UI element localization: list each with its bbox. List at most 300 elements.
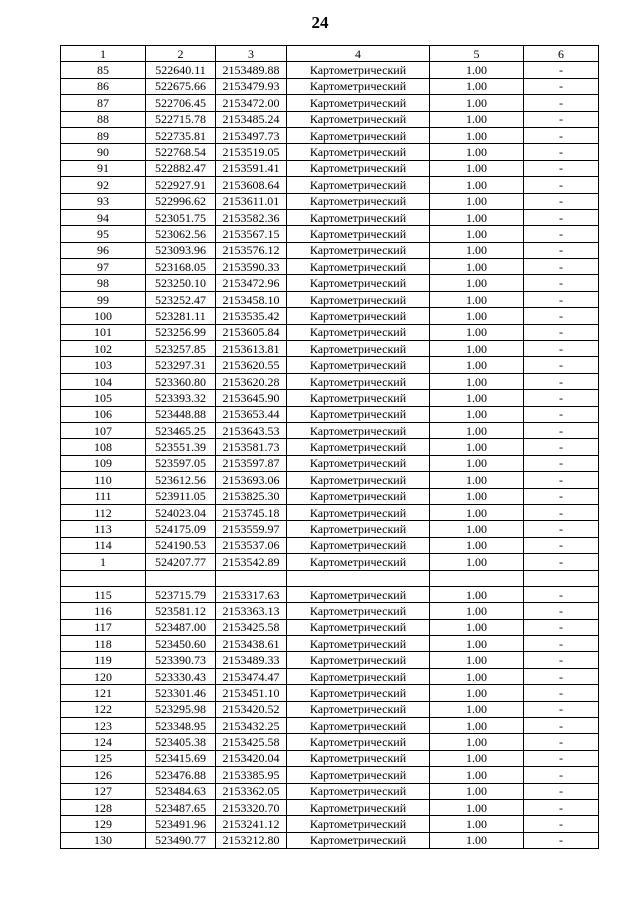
description-cell: - [524, 586, 599, 602]
point-number-cell: 87 [61, 95, 146, 111]
accuracy-cell: 1.00 [430, 521, 524, 537]
method-cell: Картометрический [287, 685, 430, 701]
x-coordinate-cell: 522882.47 [146, 160, 216, 176]
accuracy-cell: 1.00 [430, 537, 524, 553]
method-cell: Картометрический [287, 718, 430, 734]
y-coordinate-cell: 2153535.42 [216, 308, 287, 324]
method-cell: Картометрический [287, 668, 430, 684]
point-number-cell: 88 [61, 111, 146, 127]
x-coordinate-cell [146, 570, 216, 586]
x-coordinate-cell: 523256.99 [146, 324, 216, 340]
x-coordinate-cell: 523093.96 [146, 242, 216, 258]
description-cell: - [524, 750, 599, 766]
description-cell: - [524, 226, 599, 242]
table-row [61, 127, 599, 143]
table-row [61, 668, 599, 684]
y-coordinate-cell: 2153241.12 [216, 816, 287, 832]
point-number-cell: 85 [61, 62, 146, 78]
y-coordinate-cell: 2153420.52 [216, 701, 287, 717]
accuracy-cell: 1.00 [430, 586, 524, 602]
point-number-cell: 89 [61, 127, 146, 143]
x-coordinate-cell: 522706.45 [146, 95, 216, 111]
column-header: 6 [524, 46, 599, 62]
table-row [61, 636, 599, 652]
y-coordinate-cell: 2153582.36 [216, 209, 287, 225]
table-row [61, 177, 599, 193]
table-row [61, 390, 599, 406]
accuracy-cell: 1.00 [430, 308, 524, 324]
description-cell: - [524, 160, 599, 176]
column-header: 2 [146, 46, 216, 62]
point-number-cell: 124 [61, 734, 146, 750]
accuracy-cell: 1.00 [430, 341, 524, 357]
table-row [61, 209, 599, 225]
method-cell: Картометрический [287, 701, 430, 717]
y-coordinate-cell [216, 570, 287, 586]
x-coordinate-cell: 524190.53 [146, 537, 216, 553]
table-row [61, 504, 599, 520]
description-cell: - [524, 734, 599, 750]
x-coordinate-cell: 523484.63 [146, 783, 216, 799]
method-cell: Картометрический [287, 406, 430, 422]
accuracy-cell: 1.00 [430, 111, 524, 127]
point-number-cell: 104 [61, 373, 146, 389]
x-coordinate-cell: 523281.11 [146, 308, 216, 324]
method-cell: Картометрический [287, 832, 430, 848]
point-number-cell: 130 [61, 832, 146, 848]
x-coordinate-cell: 523450.60 [146, 636, 216, 652]
table-row [61, 226, 599, 242]
y-coordinate-cell: 2153363.13 [216, 603, 287, 619]
y-coordinate-cell: 2153653.44 [216, 406, 287, 422]
point-number-cell: 121 [61, 685, 146, 701]
y-coordinate-cell: 2153693.06 [216, 472, 287, 488]
page-number: 24 [311, 13, 329, 32]
x-coordinate-cell: 522715.78 [146, 111, 216, 127]
method-cell: Картометрический [287, 816, 430, 832]
method-cell: Картометрический [287, 357, 430, 373]
point-number-cell: 108 [61, 439, 146, 455]
y-coordinate-cell: 2153385.95 [216, 767, 287, 783]
description-cell: - [524, 685, 599, 701]
point-number-cell: 127 [61, 783, 146, 799]
x-coordinate-cell: 523715.79 [146, 586, 216, 602]
y-coordinate-cell: 2153611.01 [216, 193, 287, 209]
y-coordinate-cell: 2153608.64 [216, 177, 287, 193]
point-number-cell: 1 [61, 554, 146, 570]
point-number-cell: 91 [61, 160, 146, 176]
y-coordinate-cell: 2153620.28 [216, 373, 287, 389]
description-cell: - [524, 308, 599, 324]
y-coordinate-cell: 2153590.33 [216, 259, 287, 275]
y-coordinate-cell: 2153576.12 [216, 242, 287, 258]
table-row [61, 603, 599, 619]
y-coordinate-cell: 2153362.05 [216, 783, 287, 799]
method-cell: Картометрический [287, 209, 430, 225]
table-row [61, 242, 599, 258]
accuracy-cell: 1.00 [430, 504, 524, 520]
accuracy-cell: 1.00 [430, 78, 524, 94]
method-cell: Картометрический [287, 160, 430, 176]
column-header: 4 [287, 46, 430, 62]
point-number-cell: 93 [61, 193, 146, 209]
accuracy-cell: 1.00 [430, 357, 524, 373]
table-body [61, 62, 599, 849]
point-number-cell: 101 [61, 324, 146, 340]
x-coordinate-cell: 523490.77 [146, 832, 216, 848]
table-row [61, 455, 599, 471]
table-row [61, 537, 599, 553]
x-coordinate-cell: 523551.39 [146, 439, 216, 455]
description-cell: - [524, 390, 599, 406]
description-cell: - [524, 324, 599, 340]
y-coordinate-cell: 2153472.96 [216, 275, 287, 291]
x-coordinate-cell: 522735.81 [146, 127, 216, 143]
y-coordinate-cell: 2153320.70 [216, 799, 287, 815]
point-number-cell: 115 [61, 586, 146, 602]
method-cell: Картометрический [287, 455, 430, 471]
y-coordinate-cell: 2153425.58 [216, 619, 287, 635]
table-row [61, 652, 599, 668]
method-cell: Картометрический [287, 439, 430, 455]
method-cell: Картометрический [287, 144, 430, 160]
description-cell [524, 570, 599, 586]
y-coordinate-cell: 2153438.61 [216, 636, 287, 652]
table-row [61, 586, 599, 602]
x-coordinate-cell: 523168.05 [146, 259, 216, 275]
table-row [61, 160, 599, 176]
table-row [61, 734, 599, 750]
x-coordinate-cell: 523491.96 [146, 816, 216, 832]
description-cell: - [524, 832, 599, 848]
point-number-cell: 99 [61, 291, 146, 307]
description-cell: - [524, 209, 599, 225]
x-coordinate-cell: 522640.11 [146, 62, 216, 78]
x-coordinate-cell: 522996.62 [146, 193, 216, 209]
y-coordinate-cell: 2153489.88 [216, 62, 287, 78]
table-row [61, 291, 599, 307]
x-coordinate-cell: 523250.10 [146, 275, 216, 291]
y-coordinate-cell: 2153451.10 [216, 685, 287, 701]
accuracy-cell: 1.00 [430, 783, 524, 799]
method-cell: Картометрический [287, 127, 430, 143]
x-coordinate-cell: 523252.47 [146, 291, 216, 307]
table-header-row [61, 46, 599, 62]
table-row [61, 799, 599, 815]
point-number-cell: 102 [61, 341, 146, 357]
description-cell: - [524, 111, 599, 127]
table-row [61, 488, 599, 504]
y-coordinate-cell: 2153485.24 [216, 111, 287, 127]
description-cell: - [524, 701, 599, 717]
table-row [61, 341, 599, 357]
accuracy-cell: 1.00 [430, 455, 524, 471]
x-coordinate-cell: 522675.66 [146, 78, 216, 94]
accuracy-cell: 1.00 [430, 390, 524, 406]
method-cell: Картометрический [287, 275, 430, 291]
description-cell: - [524, 357, 599, 373]
method-cell [287, 570, 430, 586]
point-number-cell: 129 [61, 816, 146, 832]
accuracy-cell: 1.00 [430, 406, 524, 422]
description-cell: - [524, 767, 599, 783]
point-number-cell: 98 [61, 275, 146, 291]
x-coordinate-cell: 522927.91 [146, 177, 216, 193]
accuracy-cell: 1.00 [430, 750, 524, 766]
column-header: 5 [430, 46, 524, 62]
method-cell: Картометрический [287, 193, 430, 209]
y-coordinate-cell: 2153489.33 [216, 652, 287, 668]
method-cell: Картометрический [287, 799, 430, 815]
accuracy-cell: 1.00 [430, 636, 524, 652]
x-coordinate-cell: 523062.56 [146, 226, 216, 242]
description-cell: - [524, 652, 599, 668]
description-cell: - [524, 422, 599, 438]
point-number-cell: 90 [61, 144, 146, 160]
table-row [61, 767, 599, 783]
method-cell: Картометрический [287, 636, 430, 652]
accuracy-cell: 1.00 [430, 242, 524, 258]
point-number-cell: 117 [61, 619, 146, 635]
column-header: 1 [61, 46, 146, 62]
table-row [61, 324, 599, 340]
x-coordinate-cell: 523257.85 [146, 341, 216, 357]
x-coordinate-cell: 523581.12 [146, 603, 216, 619]
y-coordinate-cell: 2153645.90 [216, 390, 287, 406]
x-coordinate-cell: 523487.00 [146, 619, 216, 635]
description-cell: - [524, 488, 599, 504]
table-row [61, 816, 599, 832]
y-coordinate-cell: 2153559.97 [216, 521, 287, 537]
description-cell: - [524, 291, 599, 307]
accuracy-cell: 1.00 [430, 718, 524, 734]
description-cell: - [524, 455, 599, 471]
accuracy-cell: 1.00 [430, 259, 524, 275]
method-cell: Картометрический [287, 291, 430, 307]
point-number-cell: 100 [61, 308, 146, 324]
table-row [61, 832, 599, 848]
y-coordinate-cell: 2153542.89 [216, 554, 287, 570]
accuracy-cell: 1.00 [430, 832, 524, 848]
description-cell: - [524, 406, 599, 422]
table-row [61, 685, 599, 701]
method-cell: Картометрический [287, 78, 430, 94]
point-number-cell: 96 [61, 242, 146, 258]
method-cell: Картометрический [287, 504, 430, 520]
y-coordinate-cell: 2153479.93 [216, 78, 287, 94]
point-number-cell: 92 [61, 177, 146, 193]
description-cell: - [524, 521, 599, 537]
method-cell: Картометрический [287, 783, 430, 799]
accuracy-cell: 1.00 [430, 209, 524, 225]
point-number-cell: 112 [61, 504, 146, 520]
method-cell: Картометрический [287, 324, 430, 340]
y-coordinate-cell: 2153597.87 [216, 455, 287, 471]
point-number-cell: 114 [61, 537, 146, 553]
y-coordinate-cell: 2153458.10 [216, 291, 287, 307]
description-cell: - [524, 603, 599, 619]
table-row [61, 275, 599, 291]
table-row [61, 111, 599, 127]
accuracy-cell: 1.00 [430, 668, 524, 684]
method-cell: Картометрический [287, 488, 430, 504]
description-cell: - [524, 144, 599, 160]
point-number-cell: 94 [61, 209, 146, 225]
point-number-cell: 122 [61, 701, 146, 717]
table-row [61, 78, 599, 94]
accuracy-cell: 1.00 [430, 652, 524, 668]
accuracy-cell: 1.00 [430, 767, 524, 783]
method-cell: Картометрический [287, 62, 430, 78]
description-cell: - [524, 95, 599, 111]
y-coordinate-cell: 2153613.81 [216, 341, 287, 357]
description-cell: - [524, 783, 599, 799]
y-coordinate-cell: 2153591.41 [216, 160, 287, 176]
x-coordinate-cell: 524023.04 [146, 504, 216, 520]
point-number-cell: 103 [61, 357, 146, 373]
x-coordinate-cell: 523612.56 [146, 472, 216, 488]
description-cell: - [524, 373, 599, 389]
y-coordinate-cell: 2153581.73 [216, 439, 287, 455]
accuracy-cell: 1.00 [430, 127, 524, 143]
point-number-cell: 110 [61, 472, 146, 488]
method-cell: Картометрический [287, 341, 430, 357]
accuracy-cell: 1.00 [430, 603, 524, 619]
x-coordinate-cell: 522768.54 [146, 144, 216, 160]
x-coordinate-cell: 523348.95 [146, 718, 216, 734]
coordinates-table [60, 45, 599, 849]
accuracy-cell: 1.00 [430, 619, 524, 635]
description-cell: - [524, 504, 599, 520]
method-cell: Картометрический [287, 750, 430, 766]
x-coordinate-cell: 523487.65 [146, 799, 216, 815]
accuracy-cell: 1.00 [430, 488, 524, 504]
y-coordinate-cell: 2153474.47 [216, 668, 287, 684]
table-row [61, 554, 599, 570]
table-row [61, 373, 599, 389]
method-cell: Картометрический [287, 521, 430, 537]
accuracy-cell: 1.00 [430, 324, 524, 340]
point-number-cell: 123 [61, 718, 146, 734]
method-cell: Картометрический [287, 767, 430, 783]
table-row [61, 718, 599, 734]
method-cell: Картометрический [287, 390, 430, 406]
x-coordinate-cell: 523448.88 [146, 406, 216, 422]
x-coordinate-cell: 523295.98 [146, 701, 216, 717]
accuracy-cell: 1.00 [430, 177, 524, 193]
description-cell: - [524, 127, 599, 143]
point-number-cell: 125 [61, 750, 146, 766]
description-cell: - [524, 472, 599, 488]
y-coordinate-cell: 2153212.80 [216, 832, 287, 848]
point-number-cell: 113 [61, 521, 146, 537]
column-header: 3 [216, 46, 287, 62]
accuracy-cell: 1.00 [430, 816, 524, 832]
x-coordinate-cell: 523911.05 [146, 488, 216, 504]
point-number-cell: 109 [61, 455, 146, 471]
method-cell: Картометрический [287, 603, 430, 619]
x-coordinate-cell: 523415.69 [146, 750, 216, 766]
x-coordinate-cell: 523297.31 [146, 357, 216, 373]
description-cell: - [524, 636, 599, 652]
x-coordinate-cell: 523405.38 [146, 734, 216, 750]
y-coordinate-cell: 2153825.30 [216, 488, 287, 504]
method-cell: Картометрический [287, 226, 430, 242]
accuracy-cell: 1.00 [430, 275, 524, 291]
method-cell: Картометрический [287, 373, 430, 389]
table-row [61, 259, 599, 275]
accuracy-cell [430, 570, 524, 586]
method-cell: Картометрический [287, 177, 430, 193]
y-coordinate-cell: 2153620.55 [216, 357, 287, 373]
accuracy-cell: 1.00 [430, 422, 524, 438]
table-row [61, 406, 599, 422]
accuracy-cell: 1.00 [430, 373, 524, 389]
y-coordinate-cell: 2153643.53 [216, 422, 287, 438]
accuracy-cell: 1.00 [430, 95, 524, 111]
description-cell: - [524, 177, 599, 193]
x-coordinate-cell: 523330.43 [146, 668, 216, 684]
point-number-cell: 97 [61, 259, 146, 275]
table-row [61, 783, 599, 799]
x-coordinate-cell: 523597.05 [146, 455, 216, 471]
description-cell: - [524, 439, 599, 455]
accuracy-cell: 1.00 [430, 439, 524, 455]
point-number-cell: 105 [61, 390, 146, 406]
description-cell: - [524, 554, 599, 570]
table-row [61, 472, 599, 488]
table-row [61, 95, 599, 111]
description-cell: - [524, 537, 599, 553]
table-row [61, 521, 599, 537]
method-cell: Картометрический [287, 537, 430, 553]
table-row [61, 570, 599, 586]
description-cell: - [524, 78, 599, 94]
accuracy-cell: 1.00 [430, 734, 524, 750]
x-coordinate-cell: 523393.32 [146, 390, 216, 406]
method-cell: Картометрический [287, 472, 430, 488]
description-cell: - [524, 275, 599, 291]
x-coordinate-cell: 523476.88 [146, 767, 216, 783]
point-number-cell: 119 [61, 652, 146, 668]
accuracy-cell: 1.00 [430, 701, 524, 717]
y-coordinate-cell: 2153432.25 [216, 718, 287, 734]
table-row [61, 422, 599, 438]
accuracy-cell: 1.00 [430, 554, 524, 570]
method-cell: Картометрический [287, 308, 430, 324]
description-cell: - [524, 619, 599, 635]
method-cell: Картометрический [287, 259, 430, 275]
point-number-cell [61, 570, 146, 586]
point-number-cell: 128 [61, 799, 146, 815]
x-coordinate-cell: 523390.73 [146, 652, 216, 668]
y-coordinate-cell: 2153472.00 [216, 95, 287, 111]
method-cell: Картометрический [287, 619, 430, 635]
accuracy-cell: 1.00 [430, 291, 524, 307]
method-cell: Картометрический [287, 586, 430, 602]
y-coordinate-cell: 2153497.73 [216, 127, 287, 143]
description-cell: - [524, 668, 599, 684]
x-coordinate-cell: 523360.80 [146, 373, 216, 389]
point-number-cell: 86 [61, 78, 146, 94]
x-coordinate-cell: 523465.25 [146, 422, 216, 438]
point-number-cell: 120 [61, 668, 146, 684]
accuracy-cell: 1.00 [430, 799, 524, 815]
description-cell: - [524, 193, 599, 209]
table-row [61, 750, 599, 766]
accuracy-cell: 1.00 [430, 193, 524, 209]
description-cell: - [524, 718, 599, 734]
